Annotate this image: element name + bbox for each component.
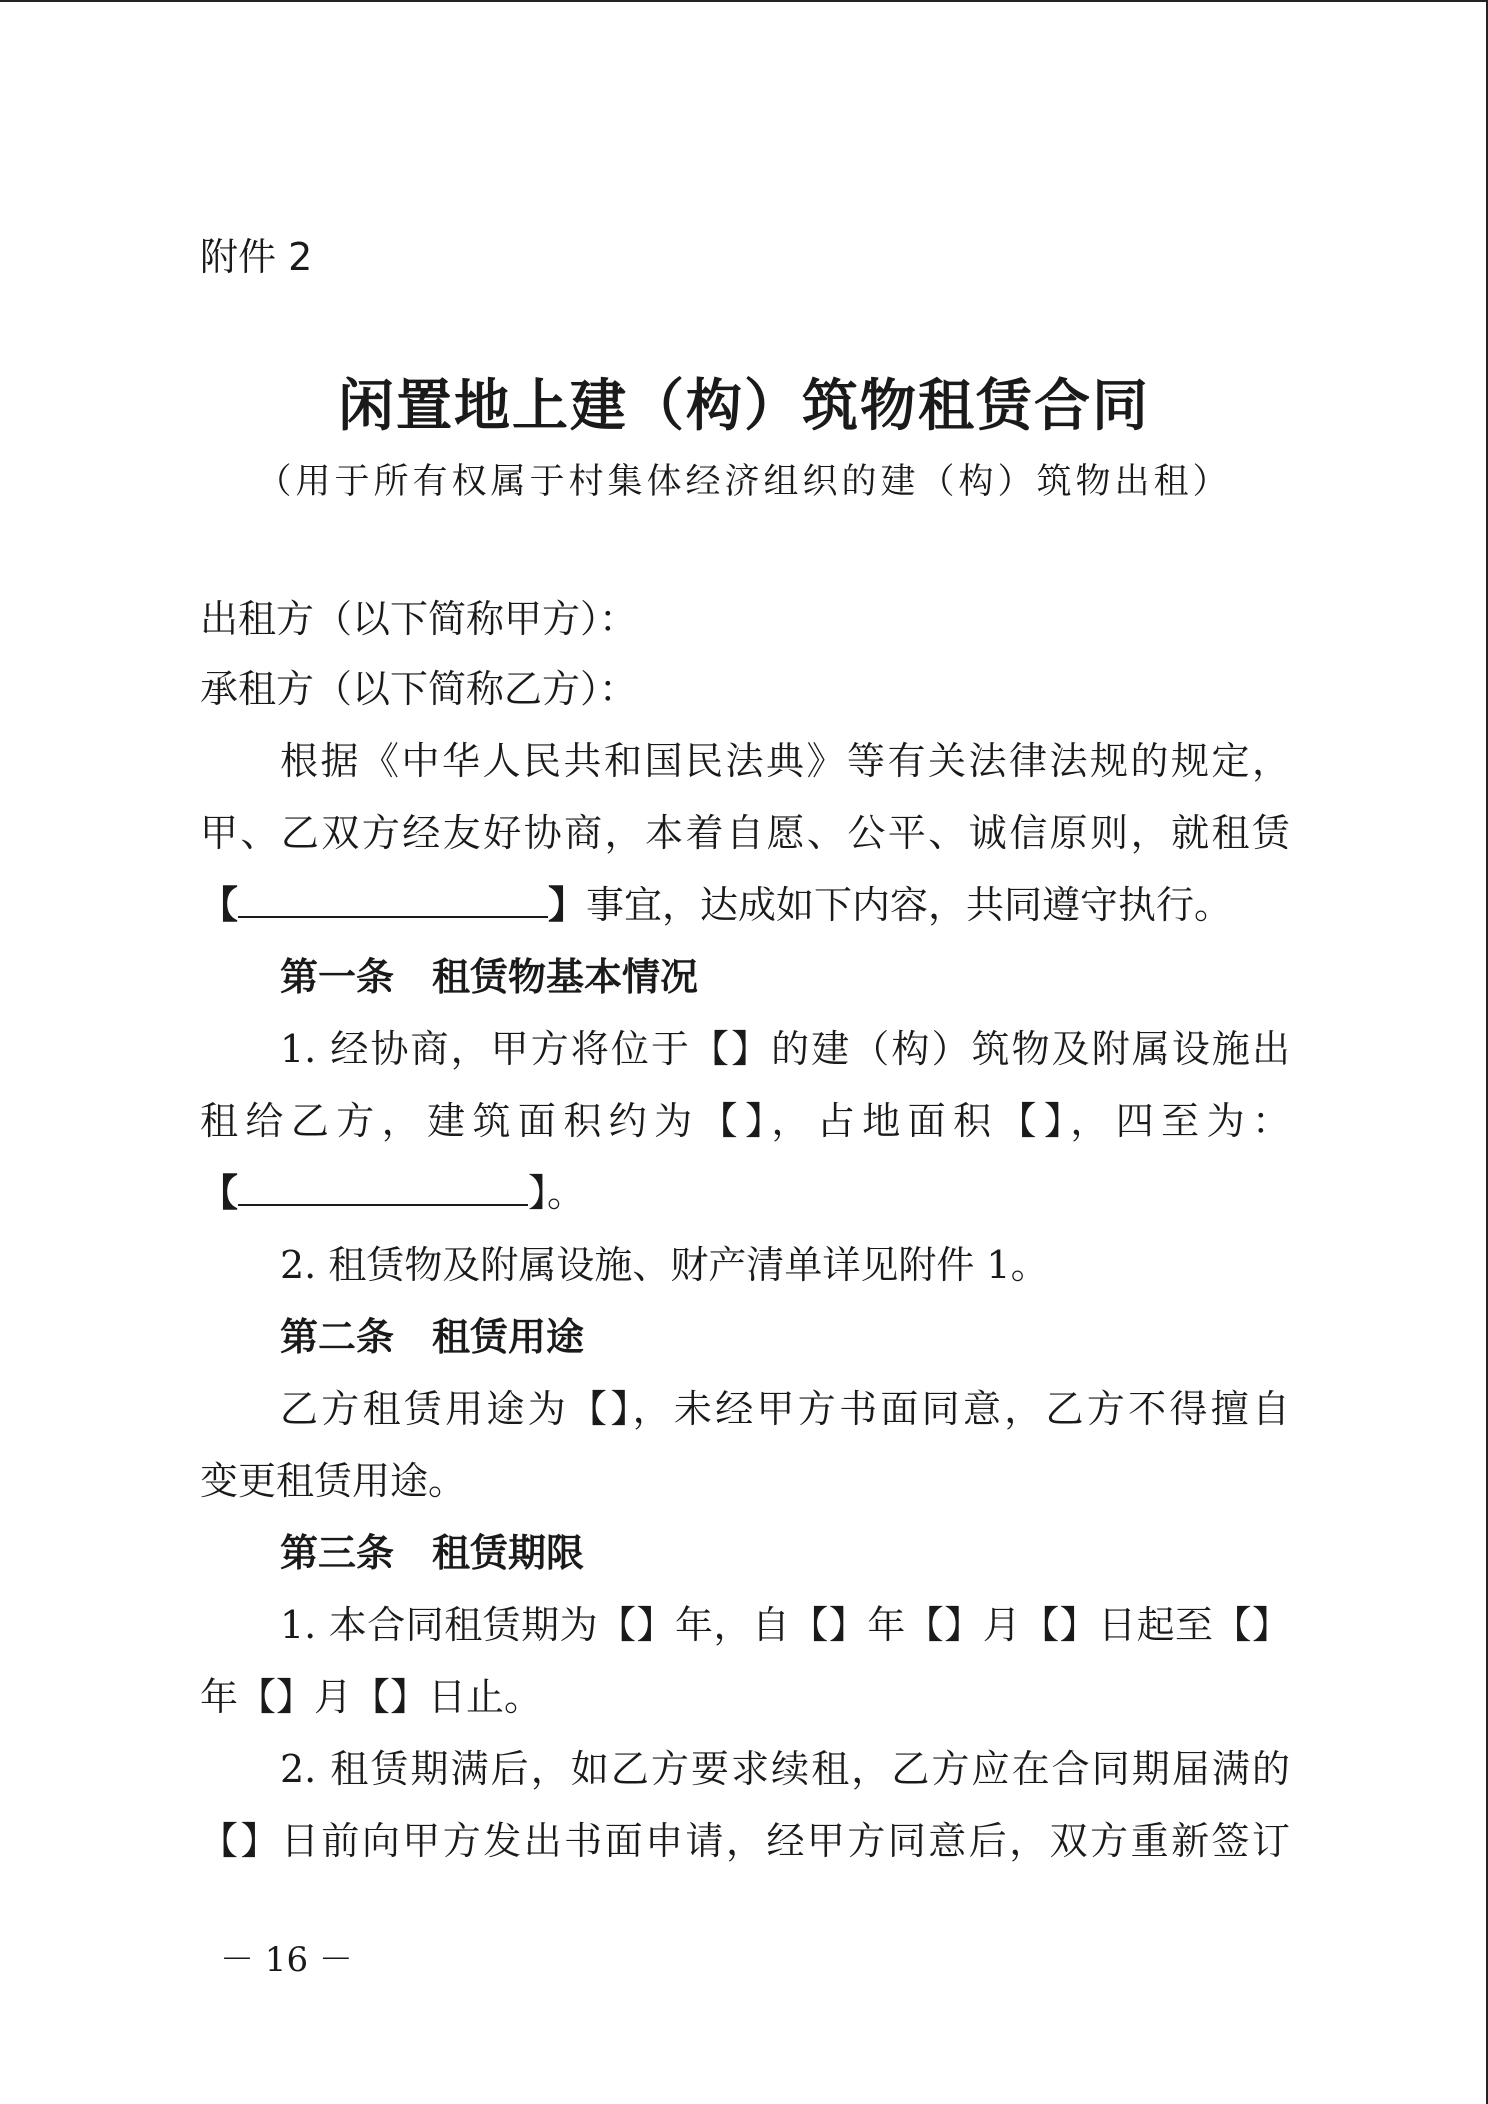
lessee-label: 承租方（以下简称乙方）：	[200, 667, 638, 711]
article-1-heading: 第一条 租赁物基本情况	[280, 955, 699, 999]
article-2-p1-line-1: 乙方租赁用途为【】，未经甲方书面同意，乙方不得擅自	[280, 1387, 1290, 1431]
bracket-close: 】。	[528, 1171, 586, 1215]
document-subtitle: （用于所有权属于村集体经济组织的建（构）筑物出租）	[256, 462, 1232, 502]
article-1-p1-line-3	[200, 1170, 1290, 1215]
blank-underline	[238, 886, 548, 918]
bracket-open: 【	[200, 882, 239, 927]
lessor-label: 出租方（以下简称甲方）：	[200, 597, 638, 641]
preamble-line-1: 根据《中华人民共和国民法典》等有关法律法规的规定，	[280, 739, 1290, 783]
article-3-p2-line-2: 【】日前向甲方发出书面申请，经甲方同意后，双方重新签订	[200, 1819, 1290, 1863]
article-3-p2-line-1: 2. 租赁期满后，如乙方要求续租，乙方应在合同期届满的	[280, 1747, 1290, 1791]
preamble-line-3	[200, 882, 1290, 927]
article-1-p1-line-1: 1. 经协商，甲方将位于【】的建（构）筑物及附属设施出	[280, 1027, 1290, 1071]
attachment-label: 附件 2	[200, 235, 313, 279]
page-number: － 16 －	[220, 1940, 353, 1980]
article-1-p1-line-2: 租给乙方，建筑面积约为【】，占地面积【】，四至为：	[200, 1099, 1290, 1143]
article-3-p1-line-1: 1. 本合同租赁期为【】年，自【】年【】月【】日起至【】	[280, 1603, 1290, 1647]
article-1-p2: 2. 租赁物及附属设施、财产清单详见附件 1。	[280, 1243, 1049, 1287]
blank-underline	[238, 1174, 528, 1206]
bracket-close: 】	[548, 882, 587, 927]
article-2-p1-line-2: 变更租赁用途。	[200, 1459, 467, 1503]
article-2-heading: 第二条 租赁用途	[280, 1315, 585, 1359]
preamble-line-3-text: 事宜，达成如下内容，共同遵守执行。	[586, 883, 1233, 927]
article-3-heading: 第三条 租赁期限	[280, 1531, 585, 1575]
preamble-line-2: 甲、乙双方经友好协商，本着自愿、公平、诚信原则，就租赁	[200, 811, 1290, 855]
document-title: 闲置地上建（构）筑物租赁合同	[338, 374, 1150, 439]
article-3-p1-line-2: 年【】月【】日止。	[200, 1675, 543, 1719]
bracket-open: 【	[200, 1170, 239, 1215]
